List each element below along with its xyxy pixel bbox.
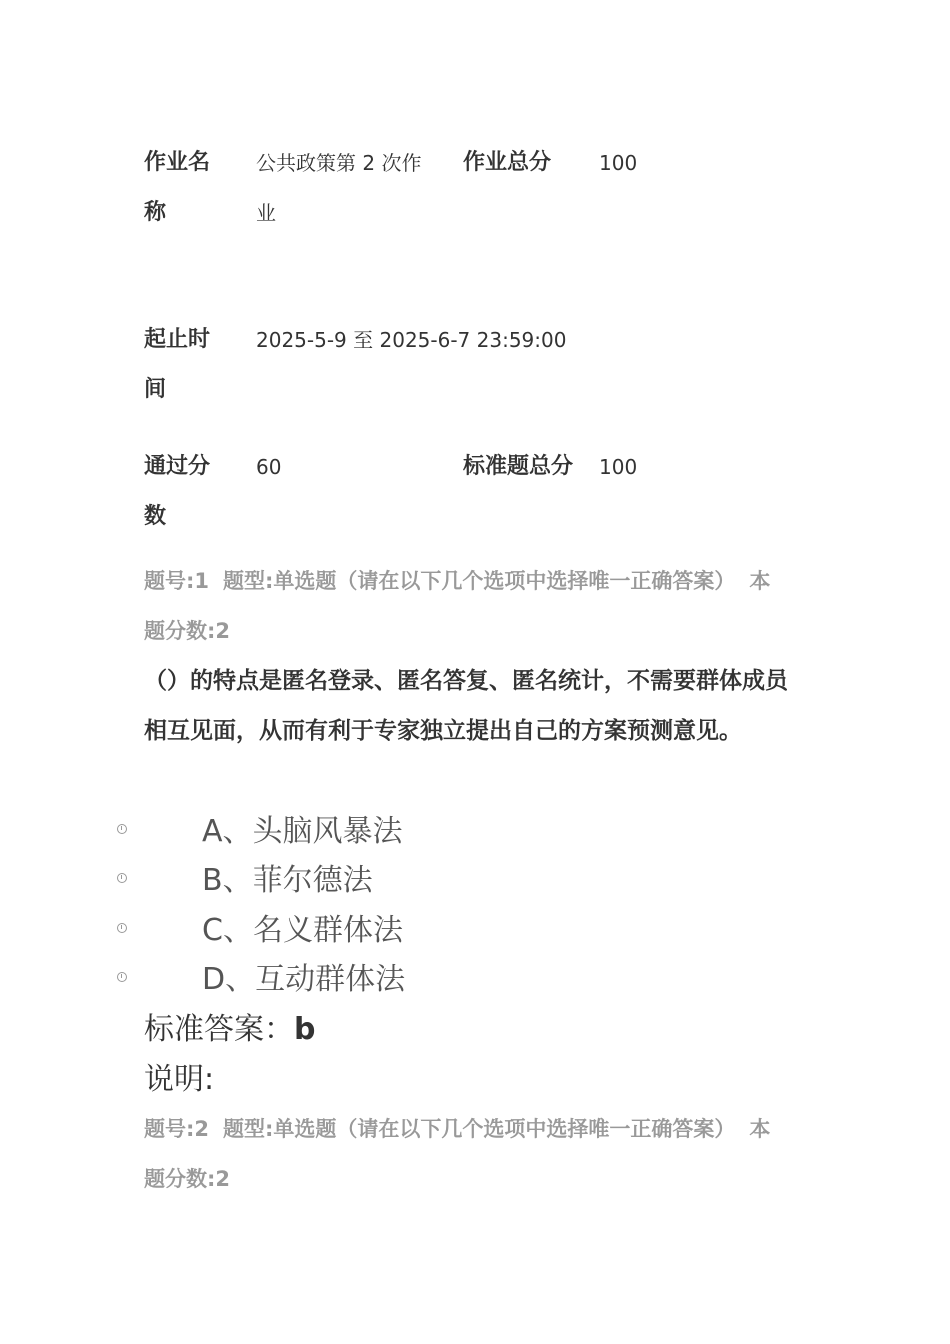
question-1-number: 题号:1	[144, 569, 210, 593]
question-2-score: 本题分数:2	[144, 1117, 771, 1191]
option-label: B、菲尔德法	[202, 863, 373, 898]
radio-icon[interactable]	[117, 923, 127, 933]
assignment-name-label: 作业名称	[144, 150, 211, 225]
question-1-text: （）的特点是匿名登录、匿名答复、匿名统计，不需要群体成员相互见面，从而有利于专家独立提出自己的方案预测意见。	[144, 668, 788, 744]
option-label: A、头脑风暴法	[202, 814, 403, 849]
assignment-period-value: 2025-5-9 至 2025-6-7 23:59:00	[256, 328, 567, 352]
pass-score-value: 60	[256, 455, 282, 479]
assignment-total-label: 作业总分	[463, 150, 552, 175]
pass-score-label: 通过分数	[144, 454, 211, 529]
question-1-option-c[interactable]	[114, 906, 714, 956]
standard-answer-value: b	[294, 1012, 316, 1047]
assignment-period-label: 起止时间	[144, 327, 211, 402]
question-1-standard-answer	[144, 1005, 315, 1055]
standard-total-value: 100	[599, 455, 638, 479]
question-1-option-d[interactable]	[114, 955, 714, 1005]
question-1-score: 本题分数:2	[144, 569, 771, 643]
question-2-header	[144, 1104, 784, 1204]
question-2-type: 题型:单选题（请在以下几个选项中选择唯一正确答案）	[223, 1117, 736, 1141]
question-2-number: 题号:2	[144, 1117, 210, 1141]
option-label: C、名义群体法	[202, 913, 403, 948]
standard-total-label: 标准题总分	[463, 454, 574, 479]
question-1-type: 题型:单选题（请在以下几个选项中选择唯一正确答案）	[223, 569, 736, 593]
standard-answer-label: 标准答案：	[144, 1012, 294, 1047]
assignment-name-value: 公共政策第 2 次作业	[256, 151, 422, 225]
question-1-header	[144, 556, 784, 656]
radio-icon[interactable]	[117, 873, 127, 883]
assignment-total-value: 100	[599, 151, 638, 175]
question-1-option-b[interactable]	[114, 856, 714, 906]
radio-icon[interactable]	[117, 824, 127, 834]
radio-icon[interactable]	[117, 972, 127, 982]
question-1-option-a[interactable]	[114, 807, 714, 857]
option-label: D、互动群体法	[202, 962, 406, 997]
question-1-explanation: 说明:	[144, 1062, 215, 1097]
